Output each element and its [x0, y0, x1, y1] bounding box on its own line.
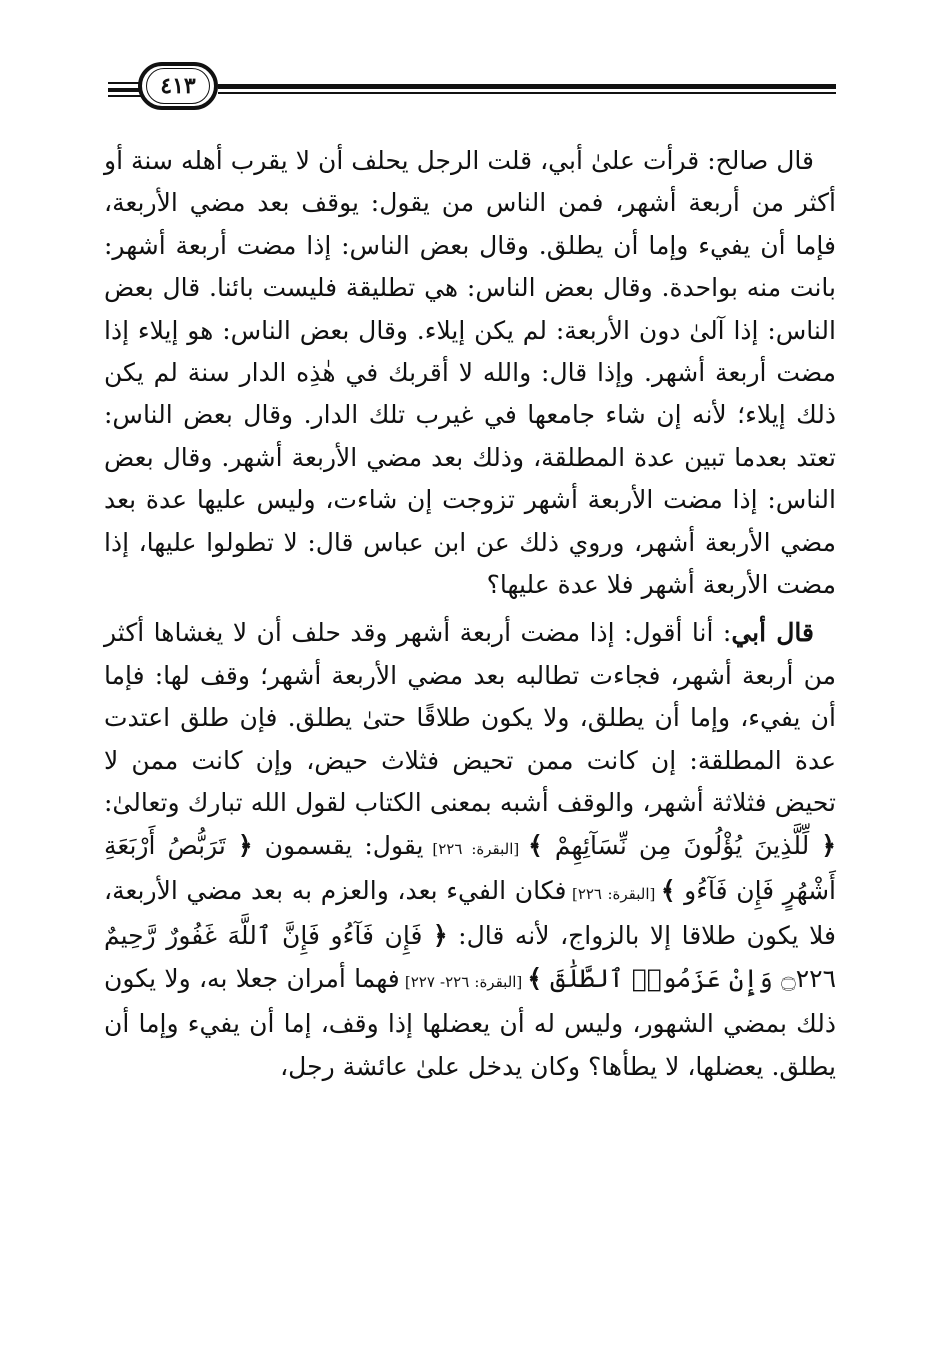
paragraph-text: فهما أمران جعلا به، ولا يكون ذلك بمضي الشهور، وليس له أن يعضلها إذا وقف، إما أن يفيء وإما أن يطلق. يعضلها، لا يطأها؟ وكان يدخل علىٰ عائشة رجل، [104, 963, 836, 1081]
verse-reference: [البقرة: ٢٢٦] [423, 839, 529, 858]
quran-verse: تَرَبُّصُ أَرْبَعَةِ أَشْهُرٍ فَإِن فَآءُو [104, 830, 836, 905]
page-number: ٤١٣ [146, 68, 210, 104]
verse-reference: [البقرة: ٢٢٦] [566, 884, 661, 903]
verse-reference: [البقرة: ٢٢٦- ٢٢٧] [399, 972, 528, 991]
verse-bracket-close: ﴾ [528, 830, 543, 860]
verse-bracket-close: ﴾ [527, 963, 543, 993]
verse-bracket-open: ﴿ [432, 921, 448, 951]
verse-bracket-open: ﴿ [237, 830, 253, 860]
paragraph-text: قال صالح: قرأت علىٰ أبي، قلت الرجل يحلف أن لا يقرب أهله سنة أو أكثر من أربعة أشهر، فمن الناس من يقول: يوقف بعد مضي الأربعة، فإما أن يفيء وإما أن يطلق. وقال بعض الناس: إذا مضت أربعة أشهر: بانت منه بواحدة. وقال بعض الناس: هي تطليقة فليست بائنا. قال بعض الناس: إذا آلىٰ دون الأربعة: لم يكن إيلاء. وقال بعض الناس: هو إيلاء إذا مضت أربعة أشهر. وإذا قال: والله لا أقربك في هٰذِه الدار سنة لم يكن ذلك إيلاء؛ لأنه إن شاء جامعها في غيرب تلك الدار. وقال بعض الناس: تعتد بعدما تبين عدة المطلقة، وذلك بعد مضي الأربعة أشهر. وقال بعض الناس: إذا مضت الأربعة أشهر تزوجت إن شاءت، وليس عليها عدة بعد مضي الأربعة أشهر، وروي ذلك عن ابن عباس قال: لا تطولوا عليها، إذا مضت الأربعة أشهر فلا عدة عليها؟ [104, 146, 836, 600]
page-header [108, 62, 836, 112]
header-ornament-left [108, 88, 142, 92]
header-ornament-left [108, 82, 142, 84]
paragraph [104, 140, 836, 606]
paragraph [104, 612, 836, 1087]
page-number-badge [138, 62, 218, 110]
paragraph-lead: قال أبي [731, 618, 814, 648]
verse-bracket-close: ﴾ [660, 875, 676, 905]
quran-verse: فَإِن فَآءُو فَإِنَّ ٱللَّهَ غَفُورٌ رَّحِيمٌ ۝٢٢٦ وَإِنْ عَزَمُوا۟ ٱلطَّلَٰقَ [104, 921, 837, 993]
header-ornament-left [108, 95, 142, 97]
paragraph-text: : أنا أقول: إذا مضت أربعة أشهر وقد حلف أن لا يغشاها أكثر من أربعة أشهر، فجاءت تطالبه بعد مضي الأربعة أشهر؛ وقف لها: فإما أن يفيء، وإما أن يطلق، ولا يكون طلاقًا حتىٰ يطلق. فإن طلق اعتدت عدة المطلقة: إن كانت ممن تحيض فثلاث حيض، وإن كانت ممن لا تحيض فثلاثة أشهر، والوقف أشبه بمعنى الكتاب لقول الله تبارك وتعالىٰ: [104, 618, 836, 818]
paragraph-text: فكان الفيء بعد، والعزم به بعد مضي الأربعة، فلا يكون طلاقا إلا بالزواج، لأنه قال: [104, 875, 837, 951]
page-body [104, 140, 836, 1088]
paragraph-text: يقول: يقسمون [252, 830, 424, 860]
header-rule [218, 84, 836, 89]
quran-verse: لِّلَّذِينَ يُؤْلُونَ مِن نِّسَآئِهِمْ [542, 830, 822, 860]
header-rule-thin [218, 92, 836, 94]
verse-bracket-open: ﴿ [821, 830, 836, 860]
